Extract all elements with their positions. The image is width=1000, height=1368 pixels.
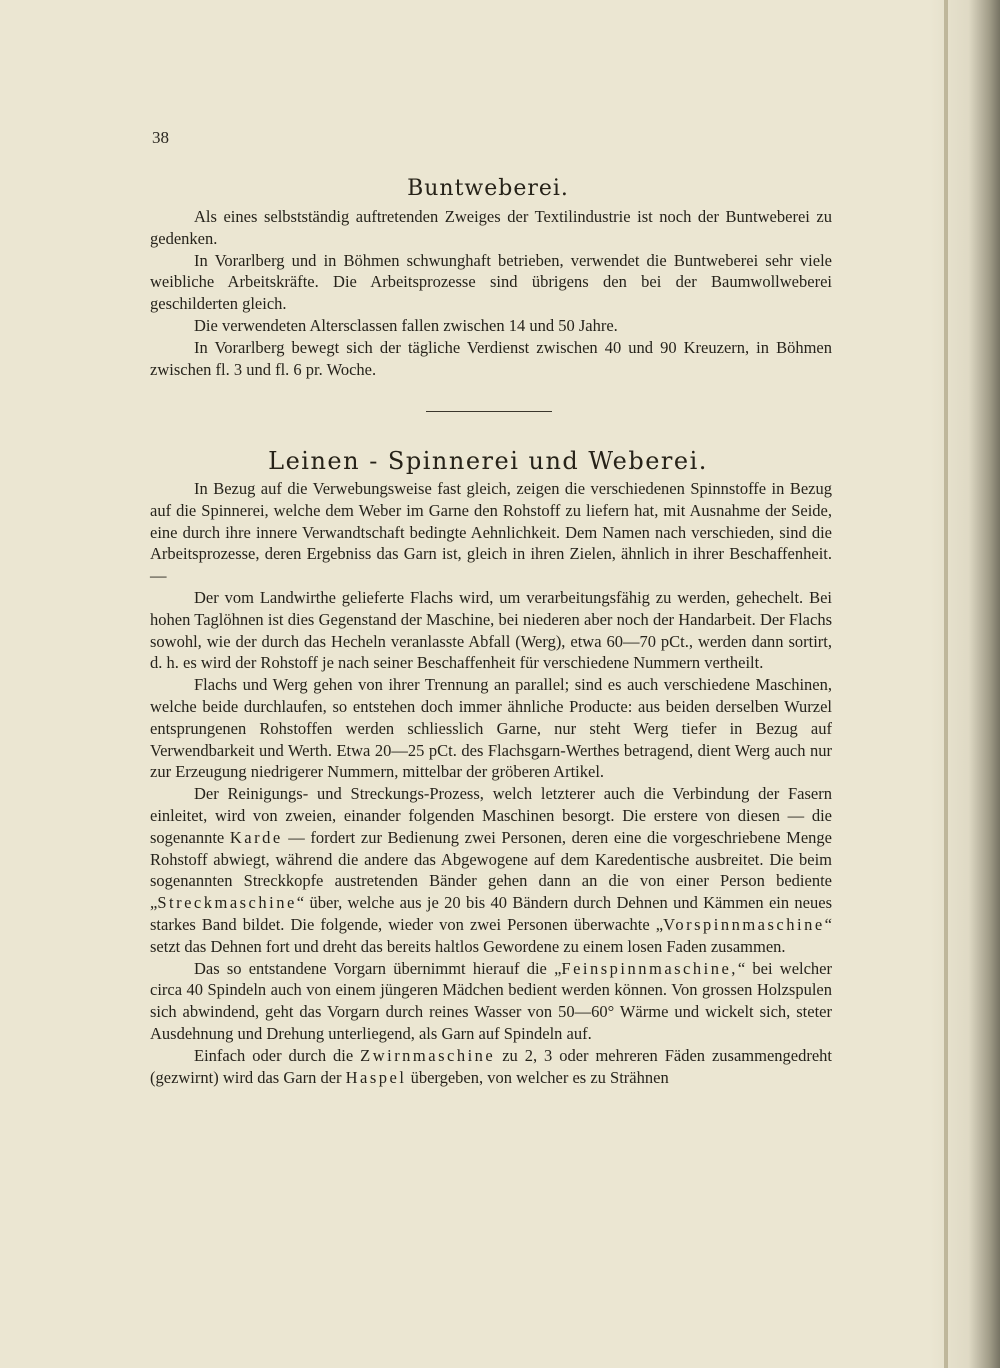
spaced-term: Streckmaschine [157,893,297,913]
section-divider [426,411,552,412]
section-title-buntweberei: Buntweberei. [407,176,569,201]
paragraph [150,958,832,1045]
paragraph: In Vorarlberg bewegt sich der tägliche Verdienst zwischen 40 und 90 Kreuzern, in Böhmen zwischen fl. 3 und fl. 6 pr. Woche. [150,337,832,379]
paragraph [150,1045,832,1089]
spaced-term: Vorspinnmaschine [663,914,825,934]
section-body-buntweberei [150,206,832,380]
text-run: — fordert zur Bedienung zwei Personen, deren eine die vorgeschriebene Menge Rohstoff abwiegt, während die andere das Abgewogene auf dem Karedentische ausbreitet. Die beim sogenannten Streckkopfe austretenden Bänder gehen dann an die von einer Person bediente „ [150,827,832,913]
text-run: “ über, welche aus je 20 bis 40 Bändern durch Dehnen und Kämmen ein neues starkes Band bildet. Die folgende, wieder von zwei Personen überwachte „ [150,893,832,934]
paragraph: Als eines selbstständig auftretenden Zweiges der Textilindustrie ist noch der Buntweberei zu gedenken. [150,207,832,248]
paragraph: In Bezug auf die Verwebungsweise fast gleich, zeigen die verschiedenen Spinnstoffe in Bezug auf die Spinnerei, welche dem Weber im Garne den Rohstoff zu liefern hat, mit Ausnahme der Seide, eine durch ihre innere Verwandtschaft bedingte Aehnlichkeit. Dem Namen nach verschieden, sind die Arbeitsprozesse, deren Ergebniss das Garn ist, gleich in ihren Zielen, ähnlich in ihrer Beschaffenheit. — [150,479,832,586]
spaced-term: Feinspinnmaschine, [561,958,738,978]
page-edge-shadow [930,0,1000,1368]
paragraph [150,783,832,957]
paragraph: In Vorarlberg und in Böhmen schwunghaft betrieben, verwendet die Buntweberei sehr viele weibliche Arbeitskräfte. Die Arbeitsprozesse sind übrigens den bei der Baumwollweberei geschilderten gleich. [150,250,832,314]
text-run: Das so entstandene Vorgarn übernimmt hierauf die „ [194,958,562,978]
spaced-term: Haspel [345,1067,407,1087]
section-body-leinen-spinnerei [150,478,832,1088]
text-run: “ bei welcher circa 40 Spindeln auch von einem jüngeren Mädchen bedient werden können. Von grossen Holzspulen sich abwindend, geht das Vorgarn durch reines Wasser von 50—60° Wärme und wickelt sich, steter Ausdehnung und Drehung unterliegend, als Garn auf Spindeln auf. [150,958,832,1043]
text-run: “ setzt das Dehnen fort und dreht das bereits haltlos Gewordene zu einem losen Faden zusammen. [150,914,832,956]
paragraph: Der vom Landwirthe gelieferte Flachs wird, um verarbeitungsfähig zu werden, gehechelt. Bei hohen Taglöhnen ist dies Gegenstand der Maschine, bei niederen aber noch der Handarbeit. Der Flachs sowohl, wie der durch das Hecheln veranlasste Abfall (Werg), etwa 60—70 pCt., werden dann sortirt, d. h. es wird der Rohstoff je nach seiner Beschaffenheit für verschiedene Nummern vertheilt. [150,587,832,673]
text-run: Der Reinigungs- und Streckungs-Prozess, welch letzterer auch die Verbindung der Fasern einleitet, wird von zweien, einander folgenden Maschinen besorgt. Die erstere von diesen — die sogenannte [150,784,832,847]
paragraph: Flachs und Werg gehen von ihrer Trennung an parallel; sind es auch verschiedene Maschinen, welche beide durchlaufen, so entstehen doch immer ähnliche Producte: aus beiden derselben Wurzel entsprungenen Rohstoffen werden schliesslich Garne, nur steht Werg tiefer in Bezug auf Verwendbarkeit und Werth. Etwa 20—25 pCt. des Flachsgarn-Werthes betragend, dient Werg auch nur zur Erzeugung niedrigerer Nummern, mittelbar der gröberen Artikel. [150,675,832,782]
paragraph: Die verwendeten Altersclassen fallen zwischen 14 und 50 Jahre. [194,315,618,335]
spaced-term: Karde [229,827,283,847]
text-run: Einfach oder durch die [194,1045,361,1065]
text-run: zu 2, 3 oder mehreren Fäden zusammengedreht (gezwirnt) wird das Garn der [150,1045,832,1087]
page-number: 38 [152,128,169,147]
text-run: übergeben, von welcher es zu Strähnen [406,1067,669,1087]
section-title-leinen-spinnerei: Leinen - Spinnerei und Weberei. [268,447,708,475]
spaced-term: Zwirnmaschine [360,1045,496,1065]
